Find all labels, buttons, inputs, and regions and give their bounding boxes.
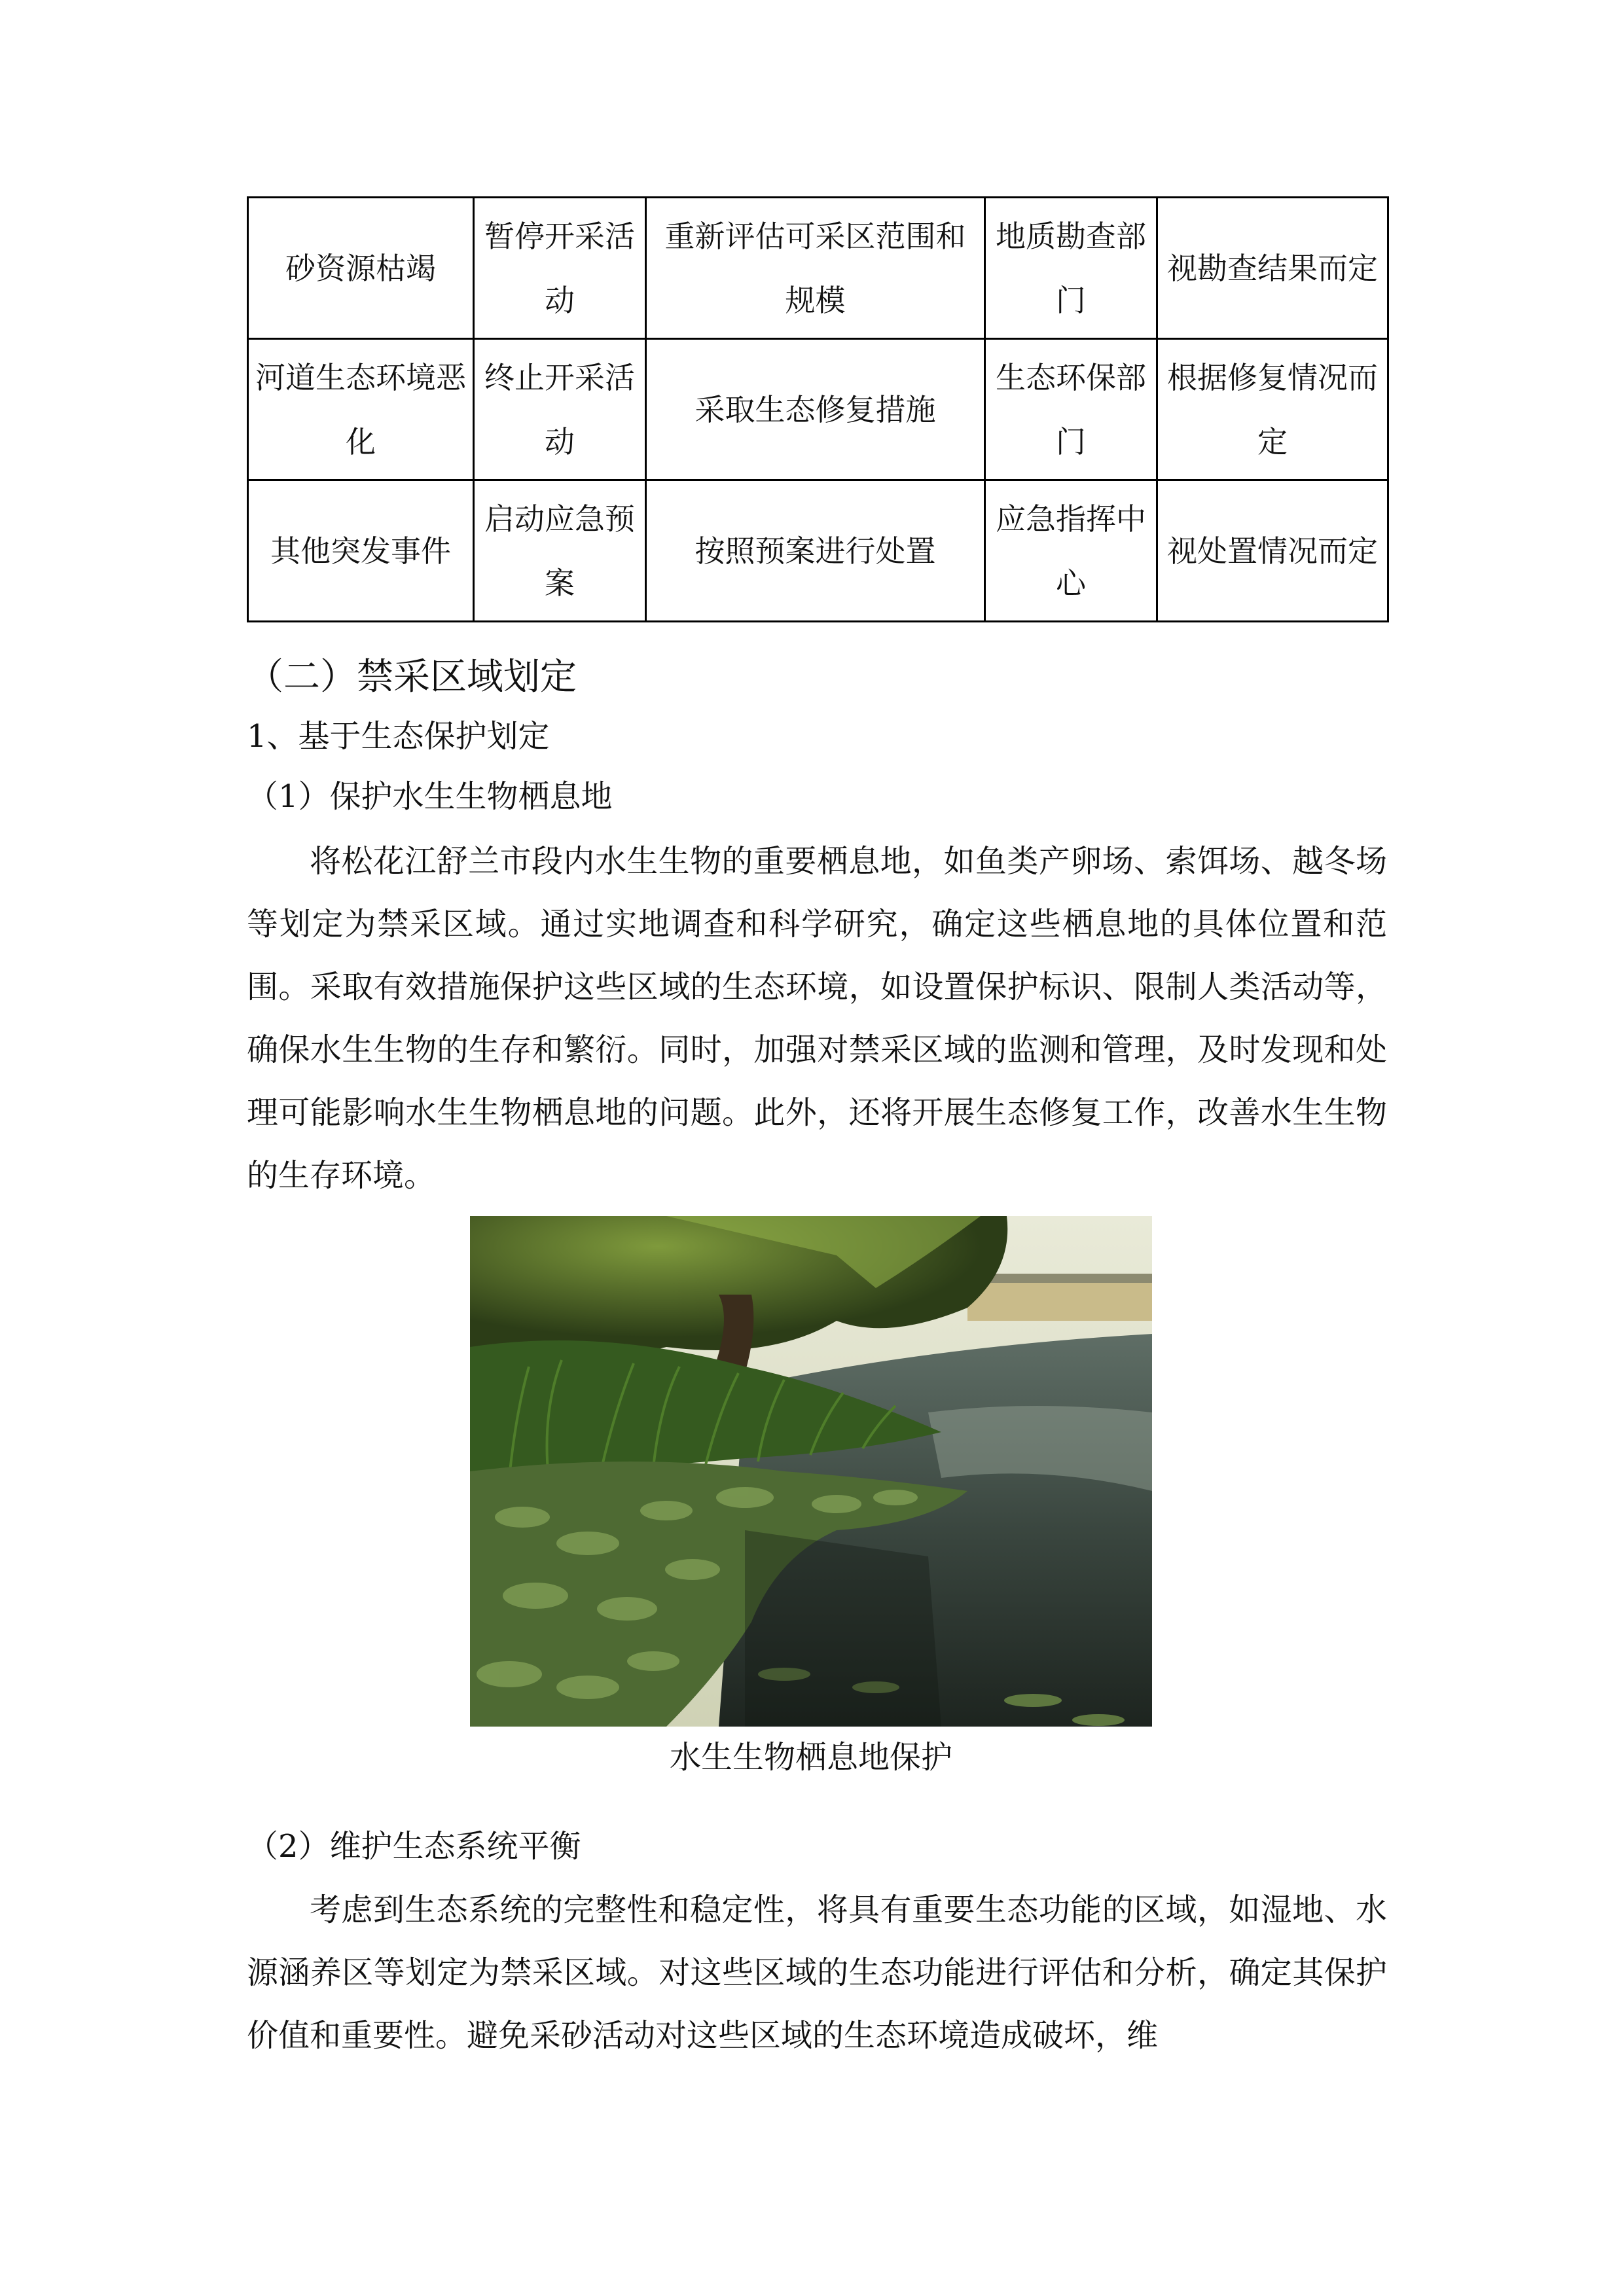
table-cell: 视勘查结果而定 <box>1157 198 1388 339</box>
subsection-heading: 1、基于生态保护划定 <box>247 718 550 755</box>
table-cell: 按照预案进行处置 <box>646 480 985 622</box>
table-cell: 砂资源枯竭 <box>248 198 474 339</box>
table-cell: 应急指挥中心 <box>985 480 1157 622</box>
body-paragraph: 将松花江舒兰市段内水生生物的重要栖息地，如鱼类产卵场、索饵场、越冬场等划定为禁采区域。通过实地调查和科学研究，确定这些栖息地的具体位置和范围。采取有效措施保护这些区域的生态环境，如设置保护标识、限制人类活动等，确保水生生物的生存和繁衍。同时，加强对禁采区域的监测和管理，及时发现和处理可能影响水生生物栖息地的问题。此外，还将开展生态修复工作，改善水生生物的生存环境。 <box>247 843 1387 1194</box>
habitat-photo <box>470 1216 1152 1727</box>
table-cell: 终止开采活动 <box>474 339 646 480</box>
table-cell: 生态环保部门 <box>985 339 1157 480</box>
table-cell: 重新评估可采区范围和规模 <box>646 198 985 339</box>
table-cell: 暂停开采活动 <box>474 198 646 339</box>
table-cell: 根据修复情况而定 <box>1157 339 1388 480</box>
table-row <box>248 480 1388 622</box>
section-heading: （二）禁采区域划定 <box>247 656 577 698</box>
body-paragraph: 考虑到生态系统的完整性和稳定性，将具有重要生态功能的区域，如湿地、水源涵养区等划定为禁采区域。对这些区域的生态功能进行评估和分析，确定其保护价值和重要性。避免采砂活动对这些区域的生态环境造成破坏，维 <box>247 1892 1387 2054</box>
table-cell: 地质勘查部门 <box>985 198 1157 339</box>
table-cell: 视处置情况而定 <box>1157 480 1388 622</box>
figure-caption: 水生生物栖息地保护 <box>669 1739 952 1776</box>
table-cell: 其他突发事件 <box>248 480 474 622</box>
table-cell: 启动应急预案 <box>474 480 646 622</box>
table-row <box>248 339 1388 480</box>
subsubsection-heading: （2）维护生态系统平衡 <box>247 1828 581 1865</box>
table-row <box>248 198 1388 339</box>
subsubsection-heading: （1）保护水生生物栖息地 <box>247 778 613 815</box>
table-cell: 河道生态环境恶化 <box>248 339 474 480</box>
contingency-table <box>247 196 1389 622</box>
table-cell: 采取生态修复措施 <box>646 339 985 480</box>
